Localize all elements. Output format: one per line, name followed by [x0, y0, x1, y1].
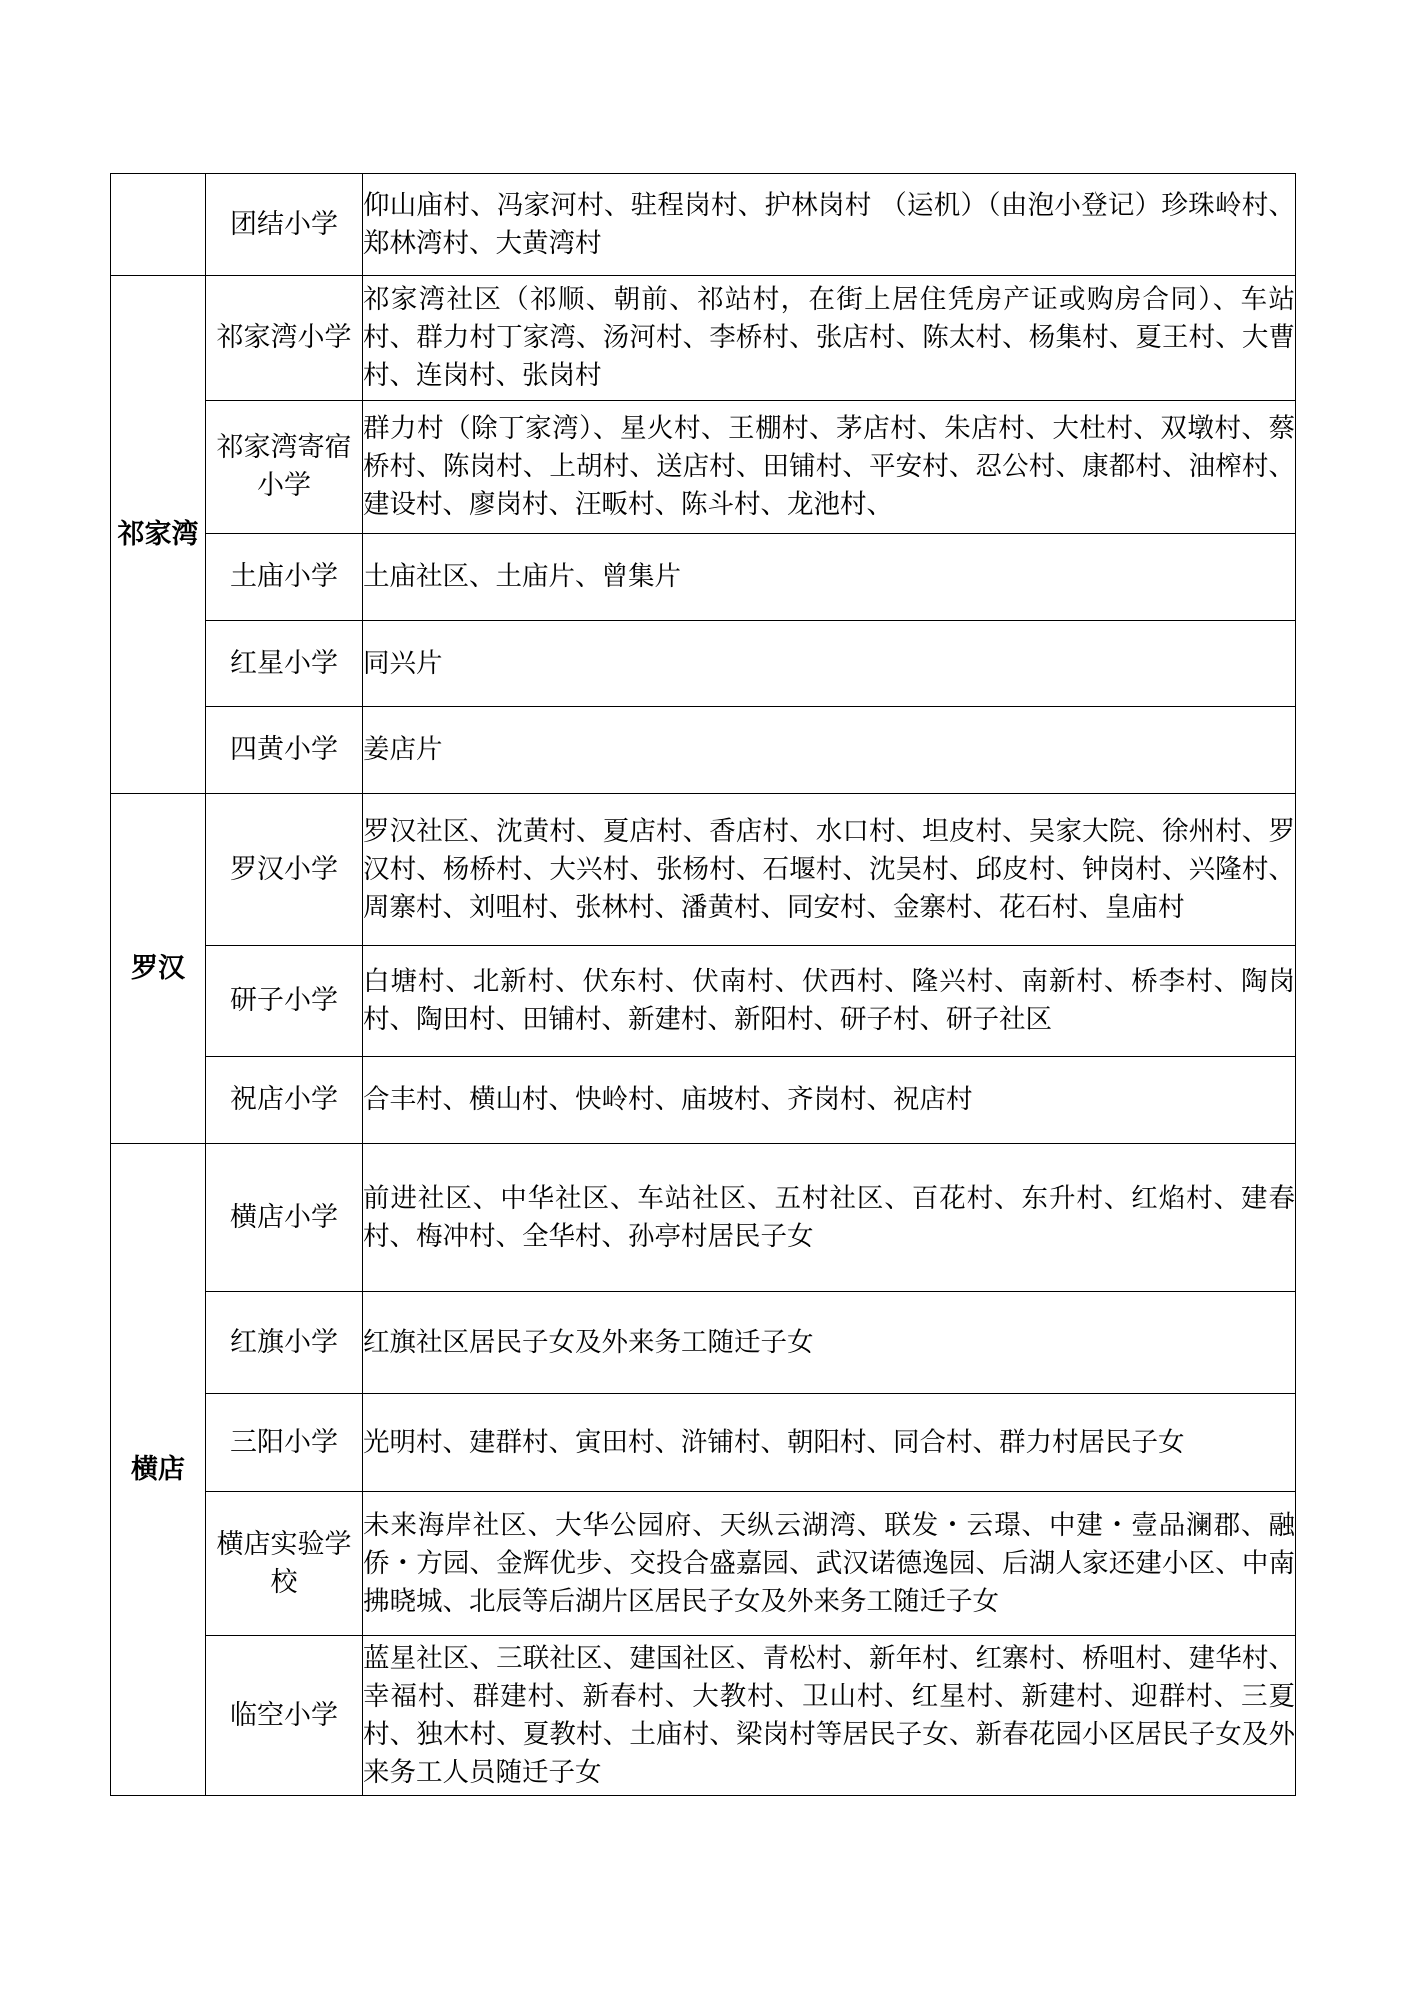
table-row: [111, 621, 1296, 707]
school-zone-table: [110, 173, 1296, 1796]
table-row: [111, 1292, 1296, 1394]
service-area: 前进社区、中华社区、车站社区、五村社区、百花村、东升村、红焰村、建春村、梅冲村、全华村、孙亭村居民子女: [363, 1144, 1296, 1292]
school-name: 四黄小学: [206, 707, 363, 794]
school-name: 祝店小学: [206, 1057, 363, 1144]
service-area: 同兴片: [363, 621, 1296, 707]
school-name: 红星小学: [206, 621, 363, 707]
service-area: 群力村（除丁家湾）、星火村、王棚村、茅店村、朱店村、大杜村、双墩村、蔡桥村、陈岗村、上胡村、送店村、田铺村、平安村、忍公村、康都村、油榨村、建设村、廖岗村、汪畈村、陈斗村、龙池村、: [363, 401, 1296, 534]
service-area: 合丰村、横山村、快岭村、庙坡村、齐岗村、祝店村: [363, 1057, 1296, 1144]
school-name: 土庙小学: [206, 534, 363, 621]
service-area: 姜店片: [363, 707, 1296, 794]
school-name: 研子小学: [206, 946, 363, 1057]
service-area: 土庙社区、土庙片、曾集片: [363, 534, 1296, 621]
service-area: 蓝星社区、三联社区、建国社区、青松村、新年村、红寨村、桥咀村、建华村、幸福村、群建村、新春村、大教村、卫山村、红星村、新建村、迎群村、三夏村、独木村、夏教村、土庙村、梁岗村等居民子女、新春花园小区居民子女及外来务工人员随迁子女: [363, 1636, 1296, 1796]
service-area: 仰山庙村、冯家河村、驻程岗村、护林岗村 （运机）（由泡小登记）珍珠岭村、郑林湾村、大黄湾村: [363, 174, 1296, 276]
table-row: [111, 401, 1296, 534]
table-row: [111, 276, 1296, 401]
table-row: [111, 946, 1296, 1057]
school-name: 三阳小学: [206, 1394, 363, 1492]
service-area: 白塘村、北新村、伏东村、伏南村、伏西村、隆兴村、南新村、桥李村、陶岗村、陶田村、田铺村、新建村、新阳村、研子村、研子社区: [363, 946, 1296, 1057]
district-cell: 横店: [111, 1144, 206, 1796]
table-row: [111, 1144, 1296, 1292]
school-name: 祁家湾小学: [206, 276, 363, 401]
table-row: [111, 707, 1296, 794]
service-area: 光明村、建群村、寅田村、浒铺村、朝阳村、同合村、群力村居民子女: [363, 1394, 1296, 1492]
table-row: [111, 1636, 1296, 1796]
table-row: [111, 1492, 1296, 1636]
district-cell: 罗汉: [111, 794, 206, 1144]
service-area: 红旗社区居民子女及外来务工随迁子女: [363, 1292, 1296, 1394]
table-row: [111, 1057, 1296, 1144]
service-area: 未来海岸社区、大华公园府、天纵云湖湾、联发・云璟、中建・壹品澜郡、融侨・方园、金辉优步、交投合盛嘉园、武汉诺德逸园、后湖人家还建小区、中南拂晓城、北辰等后湖片区居民子女及外来务工随迁子女: [363, 1492, 1296, 1636]
table-row: [111, 794, 1296, 946]
school-name: 横店实验学校: [206, 1492, 363, 1636]
table-row: [111, 1394, 1296, 1492]
district-cell: [111, 174, 206, 276]
school-name: 横店小学: [206, 1144, 363, 1292]
school-name: 团结小学: [206, 174, 363, 276]
table-row: [111, 534, 1296, 621]
school-name: 罗汉小学: [206, 794, 363, 946]
school-name: 临空小学: [206, 1636, 363, 1796]
school-name: 祁家湾寄宿小学: [206, 401, 363, 534]
school-name: 红旗小学: [206, 1292, 363, 1394]
table-row: [111, 174, 1296, 276]
service-area: 祁家湾社区（祁顺、朝前、祁站村，在街上居住凭房产证或购房合同）、车站村、群力村丁家湾、汤河村、李桥村、张店村、陈太村、杨集村、夏王村、大曹村、连岗村、张岗村: [363, 276, 1296, 401]
service-area: 罗汉社区、沈黄村、夏店村、香店村、水口村、坦皮村、吴家大院、徐州村、罗汉村、杨桥村、大兴村、张杨村、石堰村、沈吴村、邱皮村、钟岗村、兴隆村、周寨村、刘咀村、张林村、潘黄村、同安村、金寨村、花石村、皇庙村: [363, 794, 1296, 946]
district-cell: 祁家湾: [111, 276, 206, 794]
